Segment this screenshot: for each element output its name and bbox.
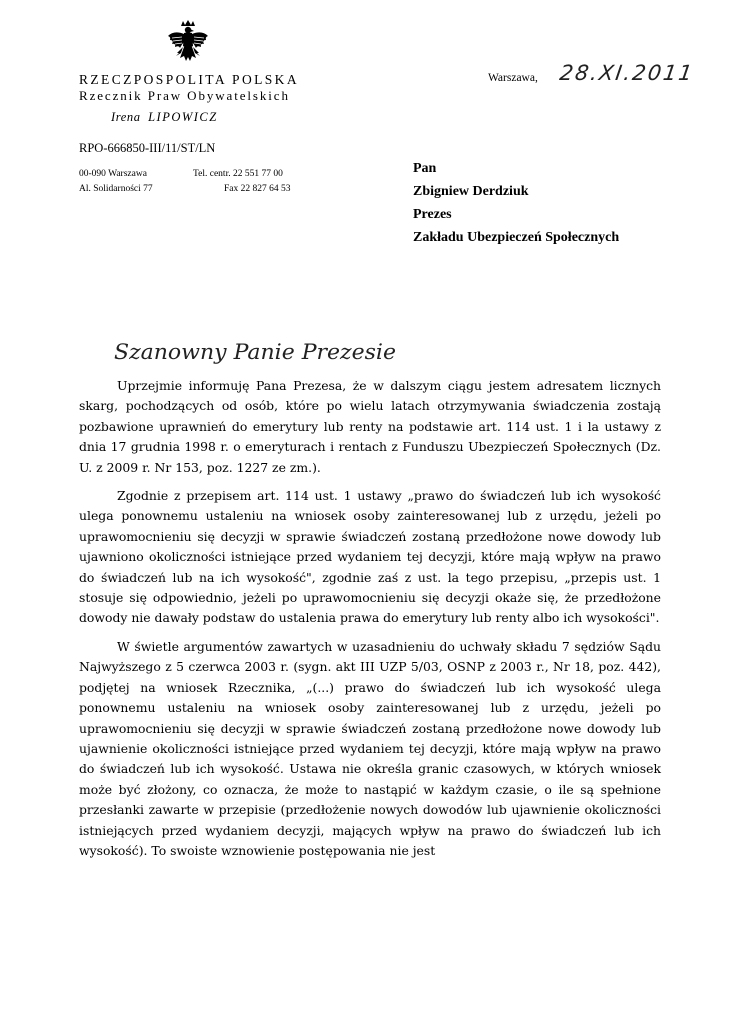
body-paragraph-3: W świetle argumentów zawartych w uzasadnieniu do uchwały składu 7 sędziów Sądu Najwyższego z 5 czerwca 2003 r. (sygn. akt III UZP 5/03, OSNP z 2003 r., Nr 18, poz. 442), podjętej na wniosek Rzecznika, „(...) prawo do świadczeń lub ich wysokość ulega ponownemu ustaleniu na wniosek osoby zainteresowanej lub z urzędu, jeżeli po uprawomocnieniu się decyzji w sprawie świadczeń zostaną przedłożone nowe dowody lub ujawnienie okoliczności istniejące przed wydaniem tej decyzji, które mają wpływ na prawo do świadczeń lub ich wysokość. Ustawa nie określa granic czasowych, w których wniosek może być złożony, co oznacza, że może to nastąpić w każdym czasie, o ile są spełnione przesłanki zawarte w przepisie (przedłożenie nowych dowodów lub ujawnienie okoliczności istniejących przed wydaniem decyzji, mających wpływ na prawo do świadczeń lub ich wysokość). To swoiste wznowienie postępowania nie jest — [79, 638, 661, 858]
handwritten-salutation-text: Szanowny Panie Prezesie — [114, 340, 396, 364]
recipient-title: Prezes — [413, 207, 452, 222]
ombudsman-last-name: LIPOWICZ — [148, 110, 218, 124]
institution-name: RZECZPOSPOLITA POLSKA — [79, 72, 299, 87]
letter-city: Warszawa, — [488, 72, 538, 84]
ombudsman-name — [111, 110, 218, 125]
polish-eagle-emblem-icon — [166, 20, 210, 70]
letter-body — [79, 376, 661, 869]
handwritten-salutation — [110, 331, 402, 375]
address-line-1: 00-090 Warszawa — [79, 169, 147, 179]
recipient-name: Zbigniew Derdziuk — [413, 184, 529, 199]
handwritten-date-text: 28.XI.2011 — [558, 60, 696, 85]
body-paragraph-2: Zgodnie z przepisem art. 114 ust. 1 ustawy „prawo do świadczeń lub ich wysokość ulega ponownemu ustaleniu na wniosek osoby zainteresowanej lub z urzędu, jeżeli po uprawomocnieniu się decyzji w sprawie świadczeń zostaną przedłożone nowe dowody lub ujawniono okoliczności istniejące przed wydaniem tej decyzji, które mają wpływ na prawo do świadczeń lub na ich wysokość", zgodnie zaś z ust. la tego przepisu, „przepis ust. 1 stosuje się odpowiednio, jeżeli po uprawomocnieniu się decyzji okaże się, że przedłożone dowody nie dawały podstaw do ustalenia prawa do emerytury lub renty albo ich wysokości". — [79, 488, 661, 626]
ombudsman-first-name: Irena — [111, 110, 141, 124]
recipient-salutation: Pan — [413, 161, 437, 176]
fax-number: Fax 22 827 64 53 — [224, 184, 291, 194]
recipient-organization: Zakładu Ubezpieczeń Społecznych — [413, 230, 620, 245]
handwritten-date — [558, 58, 696, 88]
reference-number: RPO-666850-III/11/ST/LN — [79, 141, 216, 155]
recipient-block — [413, 157, 619, 249]
phone-number: Tel. centr. 22 551 77 00 — [193, 169, 283, 179]
address-line-2: Al. Solidarności 77 — [79, 184, 153, 194]
body-paragraph-1: Uprzejmie informuję Pana Prezesa, że w dalszym ciągu jestem adresatem licznych skarg, pochodzących od osób, które po wielu latach otrzymywania świadczenia zostają pozbawione uprawnień do emerytury lub renty na podstawie art. 114 ust. 1 i la ustawy z dnia 17 grudnia 1998 r. o emeryturach i rentach z Funduszu Ubezpieczeń Społecznych (Dz. U. z 2009 r. Nr 153, poz. 1227 ze zm.). — [79, 378, 661, 475]
institution-subtitle: Rzecznik Praw Obywatelskich — [79, 88, 290, 103]
